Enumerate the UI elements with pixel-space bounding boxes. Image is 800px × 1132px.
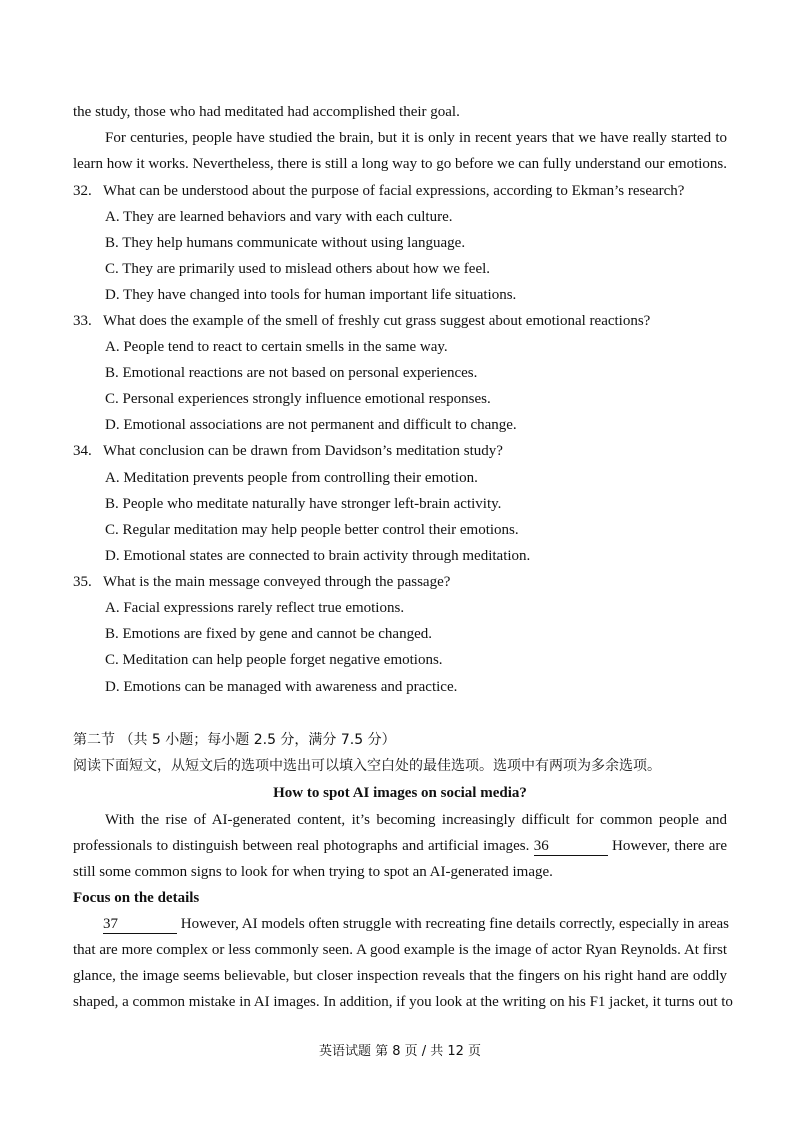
- question-number: 32.: [73, 183, 92, 199]
- question-32: [73, 181, 727, 201]
- article-title: How to spot AI images on social media?: [273, 785, 527, 801]
- article-line: shaped, a common mistake in AI images. In addition, if you look at the writing on his F1 jacket, it turns out to: [73, 994, 733, 1010]
- question-number: 34.: [73, 443, 92, 459]
- question-stem: What is the main message conveyed through the passage?: [103, 574, 451, 590]
- article-text: However, there are: [612, 838, 728, 854]
- question-stem: What can be understood about the purpose of facial expressions, according to Ekman’s research?: [103, 183, 685, 199]
- article-text: professionals to distinguish between real photographs and artificial images.: [73, 838, 530, 854]
- section-header: 第二节 （共 5 小题；每小题 2.5 分，满分 7.5 分）: [73, 732, 396, 748]
- blank-36[interactable]: 36: [534, 838, 608, 856]
- option-34a: A. Meditation prevents people from controlling their emotion.: [105, 470, 478, 486]
- passage-line: learn how it works. Nevertheless, there is still a long way to go before we can fully understand our emotions.: [73, 156, 728, 172]
- question-33: [73, 311, 727, 331]
- section-instruction: 阅读下面短文，从短文后的选项中选出可以填入空白处的最佳选项。选项中有两项为多余选项。: [73, 758, 661, 774]
- article-line-with-blank-37: [73, 914, 727, 934]
- question-stem: What conclusion can be drawn from Davidson’s meditation study?: [103, 443, 503, 459]
- question-34: [73, 441, 727, 461]
- option-32b: B. They help humans communicate without using language.: [105, 235, 466, 251]
- question-stem: What does the example of the smell of freshly cut grass suggest about emotional reactions?: [103, 313, 651, 329]
- subheading: Focus on the details: [73, 890, 200, 906]
- option-33d: D. Emotional associations are not permanent and difficult to change.: [105, 417, 517, 433]
- passage-line: the study, those who had meditated had accomplished their goal.: [73, 104, 460, 120]
- option-32c: C. They are primarily used to mislead others about how we feel.: [105, 261, 491, 277]
- option-33a: A. People tend to react to certain smells in the same way.: [105, 339, 448, 355]
- article-line: that are more complex or less commonly seen. A good example is the image of actor Ryan Reynolds. At first: [73, 942, 727, 958]
- blank-37[interactable]: 37: [103, 916, 177, 934]
- question-number: 35.: [73, 574, 92, 590]
- option-35d: D. Emotions can be managed with awareness and practice.: [105, 679, 458, 695]
- option-34d: D. Emotional states are connected to brain activity through meditation.: [105, 548, 531, 564]
- option-34b: B. People who meditate naturally have stronger left-brain activity.: [105, 496, 502, 512]
- option-33c: C. Personal experiences strongly influence emotional responses.: [105, 391, 491, 407]
- option-35a: A. Facial expressions rarely reflect true emotions.: [105, 600, 405, 616]
- article-line: still some common signs to look for when trying to spot an AI-generated image.: [73, 864, 553, 880]
- option-32d: D. They have changed into tools for human important life situations.: [105, 287, 517, 303]
- option-34c: C. Regular meditation may help people better control their emotions.: [105, 522, 519, 538]
- option-35c: C. Meditation can help people forget negative emotions.: [105, 652, 443, 668]
- option-33b: B. Emotional reactions are not based on personal experiences.: [105, 365, 478, 381]
- page-footer: 英语试题 第 8 页 / 共 12 页: [318, 1044, 482, 1059]
- article-line: With the rise of AI-generated content, it’s becoming increasingly difficult for common people and: [105, 812, 727, 828]
- article-text: However, AI models often struggle with recreating fine details correctly, especially in areas: [180, 916, 729, 932]
- article-line: glance, the image seems believable, but closer inspection reveals that the fingers on his right hand are oddly: [73, 968, 727, 984]
- question-number: 33.: [73, 313, 92, 329]
- question-35: [73, 572, 727, 592]
- option-32a: A. They are learned behaviors and vary with each culture.: [105, 209, 453, 225]
- option-35b: B. Emotions are fixed by gene and cannot be changed.: [105, 626, 432, 642]
- article-line-with-blank-36: [73, 836, 727, 856]
- passage-line: For centuries, people have studied the brain, but it is only in recent years that we have really started to: [105, 130, 727, 146]
